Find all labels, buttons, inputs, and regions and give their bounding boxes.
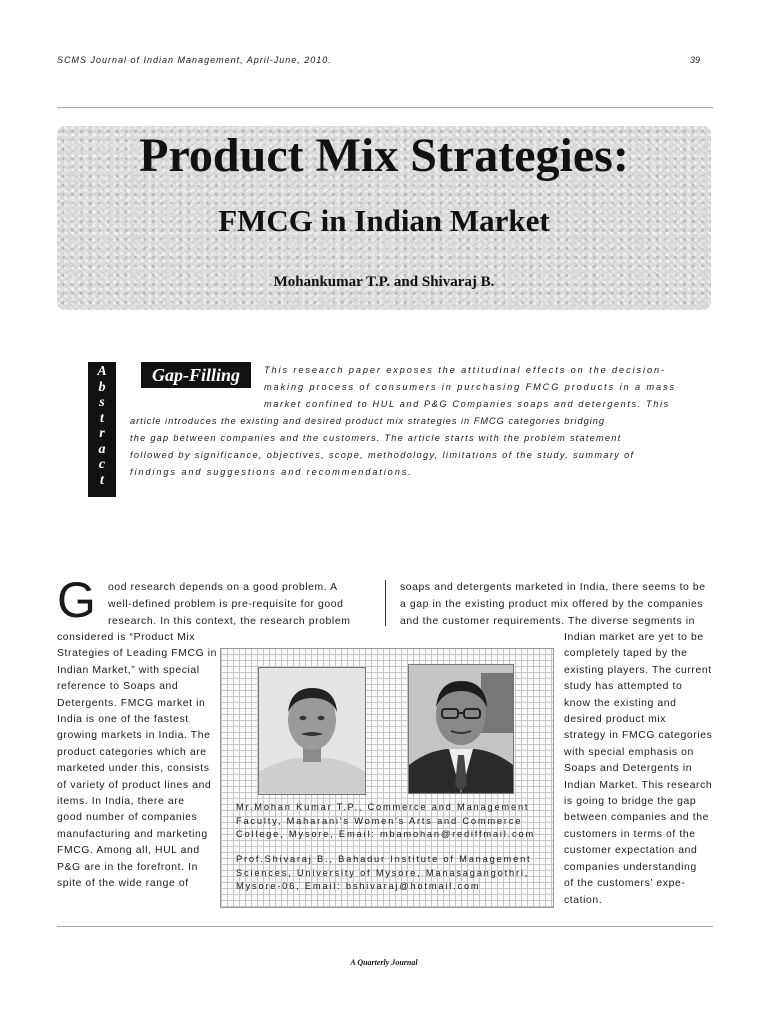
body-line: growing markets in India. The xyxy=(57,730,211,742)
article-title: Product Mix Strategies: xyxy=(139,129,629,182)
body-line: Soaps and Detergents in xyxy=(564,763,693,775)
page-number: 39 xyxy=(690,55,701,65)
body-line: P&G are in the forefront. In xyxy=(57,861,198,873)
body-line: and the customer requirements. The diverse segments in xyxy=(400,616,695,627)
abstract-letter: s xyxy=(99,395,105,410)
body-line: between companies and the xyxy=(564,812,709,824)
body-line: Strategies of Leading FMCG in xyxy=(57,648,218,660)
caption-line: Sciences, University of Mysore, Manasagangothri, xyxy=(236,867,530,878)
author-caption-1 xyxy=(236,801,535,842)
body-line: India is one of the fastest xyxy=(57,714,189,726)
header-divider xyxy=(57,107,713,108)
body-line: good number of companies xyxy=(57,812,198,824)
body-line: Indian market are yet to be xyxy=(564,632,704,643)
body-line: product categories which are xyxy=(57,746,207,758)
body-line: considered is “Product Mix xyxy=(57,632,196,643)
author-caption-2 xyxy=(236,853,531,894)
abstract-letter: t xyxy=(100,472,104,488)
body-line: Indian Market,” with special xyxy=(57,664,200,676)
abstract-line: article introduces the existing and desired product mix strategies in FMCG categories bridging xyxy=(130,416,605,426)
body-line: with special emphasis on xyxy=(564,746,694,758)
body-line: of variety of product lines and xyxy=(57,779,212,791)
body-line: reference to Soaps and xyxy=(57,681,179,693)
body-line: items. In India, there are xyxy=(57,796,185,808)
right-column xyxy=(564,630,712,909)
abstract-letter: t xyxy=(100,410,104,426)
article-authors: Mohankumar T.P. and Shivaraj B. xyxy=(273,274,495,290)
body-line: customer expectation and xyxy=(564,845,698,857)
abstract-letter: A xyxy=(97,364,107,379)
body-line: existing players. The current xyxy=(564,664,712,676)
body-line: Detergents. FMCG market in xyxy=(57,697,206,709)
abstract-letter: a xyxy=(98,441,106,457)
author-photo-shivaraj xyxy=(408,664,514,794)
body-line: soaps and detergents marketed in India, there seems to be xyxy=(400,582,706,593)
gap-filling-tag: Gap-Filling xyxy=(141,362,251,388)
body-line: desired product mix xyxy=(564,714,667,726)
body-line: marketed under this, consists xyxy=(57,763,210,775)
abstract-letter: c xyxy=(98,457,106,472)
caption-line: Mysore-06, Email: bshivaraj@hotmail.com xyxy=(236,881,481,891)
abstract-line: market confined to HUL and P&G Companies soaps and detergents. This xyxy=(264,399,670,409)
footer-divider xyxy=(57,926,713,927)
body-line: customers in terms of the xyxy=(564,828,696,840)
abstract-line: This research paper exposes the attitudinal effects on the decision- xyxy=(264,365,666,375)
body-line: study has attempted to xyxy=(564,681,683,693)
body-line: of the customers’ expe- xyxy=(564,878,686,890)
footer-text: A Quarterly Journal xyxy=(350,958,418,967)
abstract-line: the gap between companies and the customers. The article starts with the problem statement xyxy=(130,433,622,443)
body-line: completely taped by the xyxy=(564,648,688,660)
column-divider xyxy=(385,580,386,626)
caption-line: Faculty, Maharani's Women's Arts and Commerce xyxy=(236,815,523,826)
body-line: well-defined problem is pre-requisite for good xyxy=(108,599,344,610)
body-line: companies understanding xyxy=(564,861,697,873)
author-photo-mohankumar xyxy=(258,667,366,795)
body-line: research. In this context, the research problem xyxy=(108,616,351,627)
body-line: Indian Market. This research xyxy=(564,779,713,791)
drop-cap: G xyxy=(57,572,96,628)
body-line: is going to bridge the gap xyxy=(564,796,697,808)
caption-line: Mr.Mohan Kumar T.P., Commerce and Management xyxy=(236,802,530,812)
abstract-line: making process of consumers in purchasing FMCG products in a mass xyxy=(264,382,676,392)
body-line: manufacturing and marketing xyxy=(57,828,208,840)
body-line: strategy in FMCG categories xyxy=(564,730,713,742)
journal-header: SCMS Journal of Indian Management, April-June, 2010. xyxy=(57,55,332,65)
abstract-side-label xyxy=(88,362,116,497)
body-line: FMCG. Among all, HUL and xyxy=(57,845,200,857)
abstract-letter: b xyxy=(98,379,106,395)
body-line: know the existing and xyxy=(564,697,677,709)
caption-line: Prof.Shivaraj B., Bahadur Institute of Management xyxy=(236,854,532,864)
article-subtitle: FMCG in Indian Market xyxy=(218,203,550,238)
body-line: ood research depends on a good problem. A xyxy=(108,582,338,593)
body-line: a gap in the existing product mix offered by the companies xyxy=(400,599,704,610)
caption-line: College, Mysore, Email: mbamohan@rediffmail.com xyxy=(236,829,535,839)
abstract-line: findings and suggestions and recommendations. xyxy=(130,467,413,477)
body-line: spite of the wide range of xyxy=(57,878,189,890)
abstract-letter: r xyxy=(99,426,105,441)
abstract-line: followed by significance, objectives, scope, methodology, limitations of the study, summary of xyxy=(130,450,635,460)
left-column xyxy=(57,630,217,893)
body-line: ctation. xyxy=(564,894,603,906)
